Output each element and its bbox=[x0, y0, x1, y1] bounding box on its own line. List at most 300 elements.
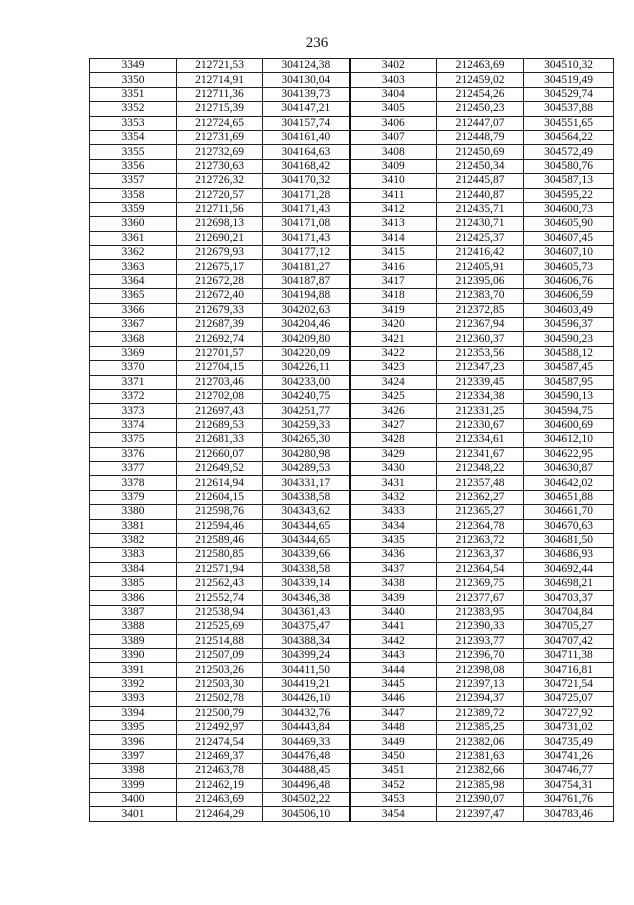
y-coordinate-right-cell: 304519,49 bbox=[524, 73, 614, 87]
x-coordinate-left-cell: 212464,29 bbox=[177, 807, 263, 821]
point-number-left-cell: 3358 bbox=[90, 188, 177, 202]
y-coordinate-right-cell: 304630,87 bbox=[524, 461, 614, 475]
y-coordinate-right-cell: 304596,37 bbox=[524, 318, 614, 332]
x-coordinate-right-cell: 212447,07 bbox=[437, 116, 524, 130]
x-coordinate-right-cell: 212440,87 bbox=[437, 188, 524, 202]
x-coordinate-left-cell: 212697,43 bbox=[177, 404, 263, 418]
x-coordinate-right-cell: 212396,70 bbox=[437, 649, 524, 663]
x-coordinate-right-cell: 212330,67 bbox=[437, 418, 524, 432]
y-coordinate-left-cell: 304226,11 bbox=[263, 361, 350, 375]
point-number-left-cell: 3349 bbox=[90, 59, 177, 73]
y-coordinate-right-cell: 304510,32 bbox=[524, 59, 614, 73]
table-row bbox=[90, 519, 614, 533]
x-coordinate-right-cell: 212382,06 bbox=[437, 735, 524, 749]
point-number-right-cell: 3448 bbox=[350, 720, 437, 734]
point-number-right-cell: 3420 bbox=[350, 318, 437, 332]
y-coordinate-right-cell: 304590,13 bbox=[524, 389, 614, 403]
y-coordinate-right-cell: 304595,22 bbox=[524, 188, 614, 202]
table-row bbox=[90, 361, 614, 375]
x-coordinate-left-cell: 212503,26 bbox=[177, 663, 263, 677]
point-number-left-cell: 3393 bbox=[90, 692, 177, 706]
point-number-right-cell: 3415 bbox=[350, 246, 437, 260]
point-number-right-cell: 3407 bbox=[350, 130, 437, 144]
x-coordinate-left-cell: 212463,69 bbox=[177, 792, 263, 806]
table-row bbox=[90, 188, 614, 202]
y-coordinate-right-cell: 304564,22 bbox=[524, 130, 614, 144]
point-number-right-cell: 3453 bbox=[350, 792, 437, 806]
point-number-right-cell: 3436 bbox=[350, 548, 437, 562]
y-coordinate-left-cell: 304375,47 bbox=[263, 620, 350, 634]
y-coordinate-right-cell: 304735,49 bbox=[524, 735, 614, 749]
point-number-left-cell: 3360 bbox=[90, 217, 177, 231]
point-number-left-cell: 3377 bbox=[90, 461, 177, 475]
point-number-left-cell: 3361 bbox=[90, 231, 177, 245]
point-number-right-cell: 3434 bbox=[350, 519, 437, 533]
point-number-right-cell: 3454 bbox=[350, 807, 437, 821]
point-number-right-cell: 3424 bbox=[350, 375, 437, 389]
point-number-right-cell: 3423 bbox=[350, 361, 437, 375]
point-number-left-cell: 3371 bbox=[90, 375, 177, 389]
y-coordinate-left-cell: 304209,80 bbox=[263, 332, 350, 346]
y-coordinate-left-cell: 304171,43 bbox=[263, 231, 350, 245]
point-number-right-cell: 3410 bbox=[350, 174, 437, 188]
x-coordinate-left-cell: 212492,97 bbox=[177, 720, 263, 734]
x-coordinate-left-cell: 212538,94 bbox=[177, 605, 263, 619]
x-coordinate-left-cell: 212711,56 bbox=[177, 202, 263, 216]
x-coordinate-left-cell: 212507,09 bbox=[177, 649, 263, 663]
y-coordinate-left-cell: 304338,58 bbox=[263, 562, 350, 576]
y-coordinate-left-cell: 304488,45 bbox=[263, 764, 350, 778]
point-number-left-cell: 3359 bbox=[90, 202, 177, 216]
x-coordinate-left-cell: 212503,30 bbox=[177, 677, 263, 691]
table-row bbox=[90, 231, 614, 245]
x-coordinate-right-cell: 212389,72 bbox=[437, 706, 524, 720]
y-coordinate-right-cell: 304605,90 bbox=[524, 217, 614, 231]
point-number-left-cell: 3367 bbox=[90, 318, 177, 332]
y-coordinate-left-cell: 304187,87 bbox=[263, 274, 350, 288]
point-number-left-cell: 3363 bbox=[90, 260, 177, 274]
coordinates-table-body bbox=[90, 59, 614, 822]
y-coordinate-left-cell: 304171,08 bbox=[263, 217, 350, 231]
x-coordinate-left-cell: 212469,37 bbox=[177, 749, 263, 763]
table-row bbox=[90, 102, 614, 116]
x-coordinate-left-cell: 212604,15 bbox=[177, 490, 263, 504]
y-coordinate-left-cell: 304240,75 bbox=[263, 389, 350, 403]
x-coordinate-left-cell: 212681,33 bbox=[177, 433, 263, 447]
table-row bbox=[90, 749, 614, 763]
x-coordinate-left-cell: 212679,33 bbox=[177, 303, 263, 317]
x-coordinate-left-cell: 212732,69 bbox=[177, 145, 263, 159]
y-coordinate-left-cell: 304339,66 bbox=[263, 548, 350, 562]
point-number-right-cell: 3427 bbox=[350, 418, 437, 432]
y-coordinate-left-cell: 304338,58 bbox=[263, 490, 350, 504]
x-coordinate-left-cell: 212679,93 bbox=[177, 246, 263, 260]
x-coordinate-left-cell: 212474,54 bbox=[177, 735, 263, 749]
point-number-right-cell: 3406 bbox=[350, 116, 437, 130]
table-row bbox=[90, 116, 614, 130]
y-coordinate-right-cell: 304606,76 bbox=[524, 274, 614, 288]
x-coordinate-right-cell: 212463,69 bbox=[437, 59, 524, 73]
x-coordinate-left-cell: 212675,17 bbox=[177, 260, 263, 274]
x-coordinate-left-cell: 212721,53 bbox=[177, 59, 263, 73]
table-row bbox=[90, 389, 614, 403]
y-coordinate-left-cell: 304171,43 bbox=[263, 202, 350, 216]
point-number-left-cell: 3397 bbox=[90, 749, 177, 763]
x-coordinate-right-cell: 212383,95 bbox=[437, 605, 524, 619]
table-row bbox=[90, 260, 614, 274]
y-coordinate-right-cell: 304681,50 bbox=[524, 533, 614, 547]
y-coordinate-left-cell: 304443,84 bbox=[263, 720, 350, 734]
point-number-left-cell: 3370 bbox=[90, 361, 177, 375]
point-number-right-cell: 3443 bbox=[350, 649, 437, 663]
y-coordinate-left-cell: 304181,27 bbox=[263, 260, 350, 274]
point-number-left-cell: 3366 bbox=[90, 303, 177, 317]
x-coordinate-left-cell: 212724,65 bbox=[177, 116, 263, 130]
x-coordinate-right-cell: 212390,33 bbox=[437, 620, 524, 634]
x-coordinate-right-cell: 212381,63 bbox=[437, 749, 524, 763]
x-coordinate-left-cell: 212720,57 bbox=[177, 188, 263, 202]
y-coordinate-right-cell: 304537,88 bbox=[524, 102, 614, 116]
y-coordinate-left-cell: 304265,30 bbox=[263, 433, 350, 447]
y-coordinate-right-cell: 304692,44 bbox=[524, 562, 614, 576]
x-coordinate-right-cell: 212448,79 bbox=[437, 130, 524, 144]
y-coordinate-left-cell: 304202,63 bbox=[263, 303, 350, 317]
y-coordinate-left-cell: 304161,40 bbox=[263, 130, 350, 144]
x-coordinate-left-cell: 212687,39 bbox=[177, 318, 263, 332]
y-coordinate-right-cell: 304711,38 bbox=[524, 649, 614, 663]
y-coordinate-left-cell: 304130,04 bbox=[263, 73, 350, 87]
x-coordinate-left-cell: 212594,46 bbox=[177, 519, 263, 533]
point-number-right-cell: 3412 bbox=[350, 202, 437, 216]
x-coordinate-right-cell: 212393,77 bbox=[437, 634, 524, 648]
point-number-left-cell: 3386 bbox=[90, 591, 177, 605]
table-row bbox=[90, 649, 614, 663]
y-coordinate-left-cell: 304204,46 bbox=[263, 318, 350, 332]
y-coordinate-right-cell: 304529,74 bbox=[524, 87, 614, 101]
x-coordinate-right-cell: 212385,25 bbox=[437, 720, 524, 734]
table-row bbox=[90, 404, 614, 418]
point-number-right-cell: 3428 bbox=[350, 433, 437, 447]
table-row bbox=[90, 130, 614, 144]
table-row bbox=[90, 533, 614, 547]
table-row bbox=[90, 289, 614, 303]
table-row bbox=[90, 246, 614, 260]
y-coordinate-left-cell: 304426,10 bbox=[263, 692, 350, 706]
x-coordinate-right-cell: 212353,56 bbox=[437, 346, 524, 360]
x-coordinate-left-cell: 212463,78 bbox=[177, 764, 263, 778]
y-coordinate-left-cell: 304194,88 bbox=[263, 289, 350, 303]
x-coordinate-right-cell: 212405,91 bbox=[437, 260, 524, 274]
point-number-left-cell: 3383 bbox=[90, 548, 177, 562]
y-coordinate-right-cell: 304721,54 bbox=[524, 677, 614, 691]
y-coordinate-right-cell: 304607,10 bbox=[524, 246, 614, 260]
table-row bbox=[90, 318, 614, 332]
x-coordinate-right-cell: 212395,06 bbox=[437, 274, 524, 288]
point-number-right-cell: 3414 bbox=[350, 231, 437, 245]
x-coordinate-left-cell: 212649,52 bbox=[177, 461, 263, 475]
table-row bbox=[90, 346, 614, 360]
y-coordinate-right-cell: 304670,63 bbox=[524, 519, 614, 533]
y-coordinate-right-cell: 304703,37 bbox=[524, 591, 614, 605]
y-coordinate-left-cell: 304259,33 bbox=[263, 418, 350, 432]
y-coordinate-left-cell: 304331,17 bbox=[263, 476, 350, 490]
point-number-right-cell: 3440 bbox=[350, 605, 437, 619]
point-number-left-cell: 3380 bbox=[90, 505, 177, 519]
y-coordinate-right-cell: 304587,95 bbox=[524, 375, 614, 389]
x-coordinate-left-cell: 212731,69 bbox=[177, 130, 263, 144]
point-number-right-cell: 3433 bbox=[350, 505, 437, 519]
y-coordinate-right-cell: 304594,75 bbox=[524, 404, 614, 418]
x-coordinate-left-cell: 212714,91 bbox=[177, 73, 263, 87]
point-number-right-cell: 3442 bbox=[350, 634, 437, 648]
table-row bbox=[90, 605, 614, 619]
x-coordinate-right-cell: 212450,34 bbox=[437, 159, 524, 173]
y-coordinate-left-cell: 304139,73 bbox=[263, 87, 350, 101]
y-coordinate-left-cell: 304344,65 bbox=[263, 519, 350, 533]
x-coordinate-right-cell: 212357,48 bbox=[437, 476, 524, 490]
point-number-right-cell: 3451 bbox=[350, 764, 437, 778]
table-row bbox=[90, 505, 614, 519]
point-number-left-cell: 3375 bbox=[90, 433, 177, 447]
x-coordinate-right-cell: 212430,71 bbox=[437, 217, 524, 231]
x-coordinate-left-cell: 212726,32 bbox=[177, 174, 263, 188]
x-coordinate-right-cell: 212341,67 bbox=[437, 447, 524, 461]
x-coordinate-right-cell: 212362,27 bbox=[437, 490, 524, 504]
table-row bbox=[90, 217, 614, 231]
point-number-left-cell: 3392 bbox=[90, 677, 177, 691]
point-number-left-cell: 3378 bbox=[90, 476, 177, 490]
table-row bbox=[90, 303, 614, 317]
table-row bbox=[90, 433, 614, 447]
point-number-left-cell: 3382 bbox=[90, 533, 177, 547]
y-coordinate-left-cell: 304177,12 bbox=[263, 246, 350, 260]
y-coordinate-right-cell: 304727,92 bbox=[524, 706, 614, 720]
y-coordinate-right-cell: 304587,45 bbox=[524, 361, 614, 375]
x-coordinate-left-cell: 212571,94 bbox=[177, 562, 263, 576]
point-number-left-cell: 3362 bbox=[90, 246, 177, 260]
x-coordinate-right-cell: 212331,25 bbox=[437, 404, 524, 418]
point-number-left-cell: 3391 bbox=[90, 663, 177, 677]
y-coordinate-right-cell: 304731,02 bbox=[524, 720, 614, 734]
x-coordinate-right-cell: 212435,71 bbox=[437, 202, 524, 216]
table-row bbox=[90, 59, 614, 73]
y-coordinate-left-cell: 304170,32 bbox=[263, 174, 350, 188]
y-coordinate-right-cell: 304622,95 bbox=[524, 447, 614, 461]
y-coordinate-left-cell: 304399,24 bbox=[263, 649, 350, 663]
x-coordinate-right-cell: 212394,37 bbox=[437, 692, 524, 706]
x-coordinate-right-cell: 212416,42 bbox=[437, 246, 524, 260]
table-row bbox=[90, 375, 614, 389]
y-coordinate-left-cell: 304124,38 bbox=[263, 59, 350, 73]
x-coordinate-right-cell: 212360,37 bbox=[437, 332, 524, 346]
y-coordinate-left-cell: 304344,65 bbox=[263, 533, 350, 547]
y-coordinate-right-cell: 304605,73 bbox=[524, 260, 614, 274]
table-row bbox=[90, 202, 614, 216]
x-coordinate-right-cell: 212383,70 bbox=[437, 289, 524, 303]
point-number-left-cell: 3352 bbox=[90, 102, 177, 116]
point-number-right-cell: 3452 bbox=[350, 778, 437, 792]
x-coordinate-left-cell: 212562,43 bbox=[177, 577, 263, 591]
x-coordinate-right-cell: 212398,08 bbox=[437, 663, 524, 677]
point-number-left-cell: 3355 bbox=[90, 145, 177, 159]
y-coordinate-right-cell: 304651,88 bbox=[524, 490, 614, 504]
y-coordinate-right-cell: 304612,10 bbox=[524, 433, 614, 447]
point-number-left-cell: 3350 bbox=[90, 73, 177, 87]
y-coordinate-left-cell: 304157,74 bbox=[263, 116, 350, 130]
y-coordinate-right-cell: 304754,31 bbox=[524, 778, 614, 792]
y-coordinate-right-cell: 304642,02 bbox=[524, 476, 614, 490]
y-coordinate-left-cell: 304343,62 bbox=[263, 505, 350, 519]
y-coordinate-right-cell: 304704,84 bbox=[524, 605, 614, 619]
x-coordinate-right-cell: 212334,61 bbox=[437, 433, 524, 447]
point-number-left-cell: 3353 bbox=[90, 116, 177, 130]
table-row bbox=[90, 476, 614, 490]
table-row bbox=[90, 332, 614, 346]
table-row bbox=[90, 634, 614, 648]
point-number-right-cell: 3418 bbox=[350, 289, 437, 303]
y-coordinate-left-cell: 304411,50 bbox=[263, 663, 350, 677]
point-number-right-cell: 3409 bbox=[350, 159, 437, 173]
point-number-left-cell: 3395 bbox=[90, 720, 177, 734]
x-coordinate-right-cell: 212365,27 bbox=[437, 505, 524, 519]
point-number-left-cell: 3400 bbox=[90, 792, 177, 806]
point-number-left-cell: 3379 bbox=[90, 490, 177, 504]
point-number-right-cell: 3441 bbox=[350, 620, 437, 634]
x-coordinate-left-cell: 212692,74 bbox=[177, 332, 263, 346]
y-coordinate-left-cell: 304171,28 bbox=[263, 188, 350, 202]
x-coordinate-right-cell: 212459,02 bbox=[437, 73, 524, 87]
y-coordinate-left-cell: 304168,42 bbox=[263, 159, 350, 173]
table-row bbox=[90, 620, 614, 634]
table-row bbox=[90, 145, 614, 159]
x-coordinate-left-cell: 212525,69 bbox=[177, 620, 263, 634]
x-coordinate-right-cell: 212364,78 bbox=[437, 519, 524, 533]
x-coordinate-left-cell: 212500,79 bbox=[177, 706, 263, 720]
x-coordinate-right-cell: 212454,26 bbox=[437, 87, 524, 101]
point-number-right-cell: 3447 bbox=[350, 706, 437, 720]
x-coordinate-left-cell: 212701,57 bbox=[177, 346, 263, 360]
y-coordinate-left-cell: 304476,48 bbox=[263, 749, 350, 763]
y-coordinate-right-cell: 304590,23 bbox=[524, 332, 614, 346]
point-number-right-cell: 3425 bbox=[350, 389, 437, 403]
y-coordinate-right-cell: 304783,46 bbox=[524, 807, 614, 821]
y-coordinate-left-cell: 304220,09 bbox=[263, 346, 350, 360]
x-coordinate-left-cell: 212702,08 bbox=[177, 389, 263, 403]
table-row bbox=[90, 562, 614, 576]
x-coordinate-left-cell: 212703,46 bbox=[177, 375, 263, 389]
point-number-right-cell: 3417 bbox=[350, 274, 437, 288]
x-coordinate-right-cell: 212334,38 bbox=[437, 389, 524, 403]
point-number-right-cell: 3439 bbox=[350, 591, 437, 605]
x-coordinate-left-cell: 212730,63 bbox=[177, 159, 263, 173]
y-coordinate-left-cell: 304346,38 bbox=[263, 591, 350, 605]
table-row bbox=[90, 720, 614, 734]
x-coordinate-right-cell: 212347,23 bbox=[437, 361, 524, 375]
x-coordinate-left-cell: 212614,94 bbox=[177, 476, 263, 490]
table-row bbox=[90, 807, 614, 821]
x-coordinate-right-cell: 212348,22 bbox=[437, 461, 524, 475]
y-coordinate-left-cell: 304469,33 bbox=[263, 735, 350, 749]
x-coordinate-left-cell: 212690,21 bbox=[177, 231, 263, 245]
point-number-right-cell: 3450 bbox=[350, 749, 437, 763]
x-coordinate-right-cell: 212363,37 bbox=[437, 548, 524, 562]
point-number-right-cell: 3405 bbox=[350, 102, 437, 116]
y-coordinate-right-cell: 304725,07 bbox=[524, 692, 614, 706]
y-coordinate-right-cell: 304661,70 bbox=[524, 505, 614, 519]
y-coordinate-right-cell: 304580,76 bbox=[524, 159, 614, 173]
point-number-right-cell: 3444 bbox=[350, 663, 437, 677]
point-number-right-cell: 3408 bbox=[350, 145, 437, 159]
point-number-right-cell: 3437 bbox=[350, 562, 437, 576]
table-row bbox=[90, 778, 614, 792]
x-coordinate-left-cell: 212704,15 bbox=[177, 361, 263, 375]
x-coordinate-right-cell: 212382,66 bbox=[437, 764, 524, 778]
y-coordinate-left-cell: 304147,21 bbox=[263, 102, 350, 116]
x-coordinate-right-cell: 212450,23 bbox=[437, 102, 524, 116]
point-number-left-cell: 3385 bbox=[90, 577, 177, 591]
y-coordinate-left-cell: 304419,21 bbox=[263, 677, 350, 691]
point-number-right-cell: 3445 bbox=[350, 677, 437, 691]
point-number-left-cell: 3356 bbox=[90, 159, 177, 173]
x-coordinate-right-cell: 212385,98 bbox=[437, 778, 524, 792]
x-coordinate-left-cell: 212672,40 bbox=[177, 289, 263, 303]
table-row bbox=[90, 159, 614, 173]
point-number-left-cell: 3387 bbox=[90, 605, 177, 619]
x-coordinate-right-cell: 212369,75 bbox=[437, 577, 524, 591]
x-coordinate-left-cell: 212715,39 bbox=[177, 102, 263, 116]
point-number-left-cell: 3364 bbox=[90, 274, 177, 288]
x-coordinate-left-cell: 212589,46 bbox=[177, 533, 263, 547]
y-coordinate-left-cell: 304280,98 bbox=[263, 447, 350, 461]
point-number-left-cell: 3373 bbox=[90, 404, 177, 418]
table-row bbox=[90, 548, 614, 562]
point-number-left-cell: 3354 bbox=[90, 130, 177, 144]
point-number-right-cell: 3413 bbox=[350, 217, 437, 231]
x-coordinate-right-cell: 212450,69 bbox=[437, 145, 524, 159]
point-number-left-cell: 3390 bbox=[90, 649, 177, 663]
y-coordinate-right-cell: 304698,21 bbox=[524, 577, 614, 591]
point-number-left-cell: 3368 bbox=[90, 332, 177, 346]
y-coordinate-right-cell: 304600,73 bbox=[524, 202, 614, 216]
y-coordinate-right-cell: 304686,93 bbox=[524, 548, 614, 562]
point-number-right-cell: 3411 bbox=[350, 188, 437, 202]
point-number-right-cell: 3429 bbox=[350, 447, 437, 461]
x-coordinate-left-cell: 212672,28 bbox=[177, 274, 263, 288]
table-row bbox=[90, 490, 614, 504]
y-coordinate-left-cell: 304289,53 bbox=[263, 461, 350, 475]
table-row bbox=[90, 447, 614, 461]
x-coordinate-right-cell: 212364,54 bbox=[437, 562, 524, 576]
y-coordinate-left-cell: 304506,10 bbox=[263, 807, 350, 821]
page-number: 236 bbox=[305, 35, 329, 51]
point-number-right-cell: 3402 bbox=[350, 59, 437, 73]
x-coordinate-left-cell: 212711,36 bbox=[177, 87, 263, 101]
y-coordinate-left-cell: 304233,00 bbox=[263, 375, 350, 389]
point-number-left-cell: 3369 bbox=[90, 346, 177, 360]
point-number-right-cell: 3419 bbox=[350, 303, 437, 317]
point-number-right-cell: 3432 bbox=[350, 490, 437, 504]
point-number-left-cell: 3389 bbox=[90, 634, 177, 648]
point-number-left-cell: 3372 bbox=[90, 389, 177, 403]
table-row bbox=[90, 735, 614, 749]
y-coordinate-right-cell: 304716,81 bbox=[524, 663, 614, 677]
x-coordinate-left-cell: 212689,53 bbox=[177, 418, 263, 432]
y-coordinate-right-cell: 304551,65 bbox=[524, 116, 614, 130]
y-coordinate-left-cell: 304251,77 bbox=[263, 404, 350, 418]
point-number-left-cell: 3357 bbox=[90, 174, 177, 188]
table-row bbox=[90, 692, 614, 706]
point-number-right-cell: 3435 bbox=[350, 533, 437, 547]
